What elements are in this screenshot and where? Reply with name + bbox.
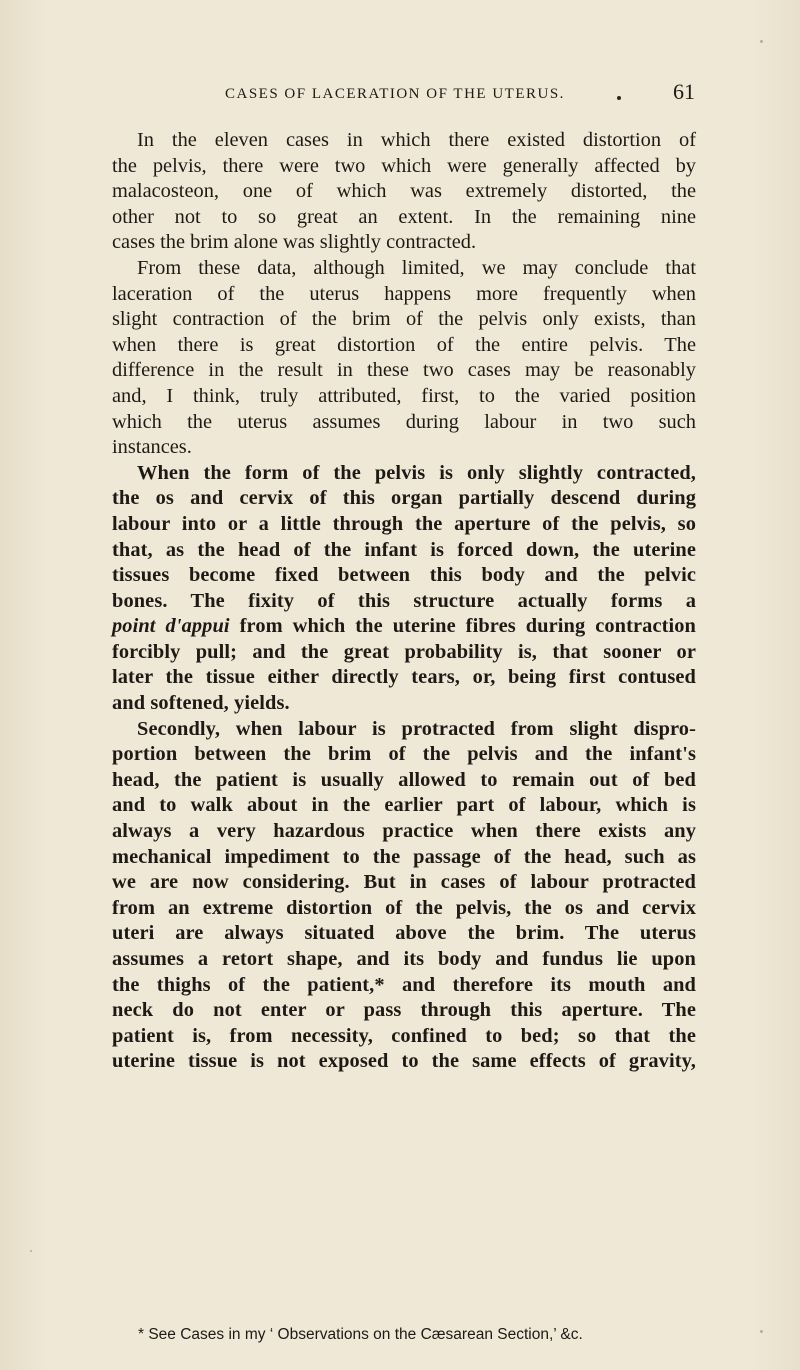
text-line: we are now considering. But in cases of labour protracted: [112, 871, 696, 894]
text-line: [112, 614, 696, 640]
footnote: * See Cases in my ‘ Observations on the Cæsarean Section,’ &c.: [138, 1326, 583, 1343]
text-line: head, the patient is usually allowed to remain out of bed: [112, 768, 696, 791]
running-title: CASES OF LACERATION OF THE UTERUS.: [225, 86, 565, 102]
text-line: From these data, although limited, we may conclude that: [137, 256, 696, 279]
italic-phrase: point d'appui: [112, 615, 230, 638]
text-line: cases the brim alone was slightly contracted.: [112, 231, 477, 254]
text-line: other not to so great an extent. In the remaining nine: [112, 205, 696, 228]
text-line: later the tissue either directly tears, or, being first contused: [112, 666, 696, 689]
text-line: always a very hazardous practice when there exists any: [112, 820, 696, 843]
text-line: In the eleven cases in which there existed distortion of: [137, 129, 696, 151]
text-line: uterine tissue is not exposed to the same effects of gravity,: [112, 1050, 696, 1073]
paper-speck: [30, 1250, 32, 1252]
text-line: neck do not enter or pass through this aperture. The: [112, 999, 696, 1022]
text-line: that, as the head of the infant is forced down, the uterine: [112, 538, 696, 561]
page-number: 61: [673, 79, 695, 104]
text-line: tissues become fixed between this body and the pelvic: [112, 564, 696, 587]
paper-speck: [760, 1330, 763, 1333]
text-line: from an extreme distortion of the pelvis, the os and cervix: [112, 896, 696, 919]
text-line: bones. The fixity of this structure actually forms a: [112, 589, 696, 612]
paper-speck: [760, 40, 763, 43]
text-line: assumes a retort shape, and its body and fundus lie upon: [112, 948, 696, 970]
text-line: forcibly pull; and the great probability is, that sooner or: [112, 640, 696, 663]
text-line: Secondly, when labour is protracted from slight dispro-: [137, 717, 696, 740]
text-line: uteri are always situated above the brim. The uterus: [112, 922, 696, 945]
text-line: When the form of the pelvis is only slightly contracted,: [137, 461, 696, 484]
text-line: the thighs of the patient,* and therefore its mouth and: [112, 973, 696, 996]
text-line: laceration of the uterus happens more frequently when: [112, 282, 696, 305]
text-line: which the uterus assumes during labour in two such: [112, 410, 696, 433]
text-line: mechanical impediment to the passage of the head, such as: [112, 845, 696, 868]
text-line: difference in the result in these two cases may be reasonably: [112, 359, 696, 382]
text-line: portion between the brim of the pelvis and the infant's: [112, 743, 696, 766]
text-line: the os and cervix of this organ partially descend during: [112, 487, 696, 510]
text-fragment: from which the uterine fibres during contraction: [229, 615, 696, 638]
running-head: [225, 79, 695, 110]
text-line: and softened, yields.: [112, 692, 290, 715]
text-line: labour into or a little through the aperture of the pelvis, so: [112, 512, 696, 535]
text-line: instances.: [112, 436, 192, 459]
text-line: and to walk about in the earlier part of labour, which is: [112, 794, 696, 817]
text-line: slight contraction of the brim of the pelvis only exists, than: [112, 308, 696, 331]
text-line: when there is great distortion of the entire pelvis. The: [112, 333, 696, 356]
body-text: [112, 128, 696, 1075]
text-line: malacosteon, one of which was extremely distorted, the: [112, 180, 696, 203]
text-line: the pelvis, there were two which were generally affected by: [112, 154, 696, 177]
text-line: and, I think, truly attributed, first, to the varied position: [112, 384, 696, 407]
print-dot: [617, 96, 621, 100]
text-line: patient is, from necessity, confined to bed; so that the: [112, 1024, 696, 1047]
